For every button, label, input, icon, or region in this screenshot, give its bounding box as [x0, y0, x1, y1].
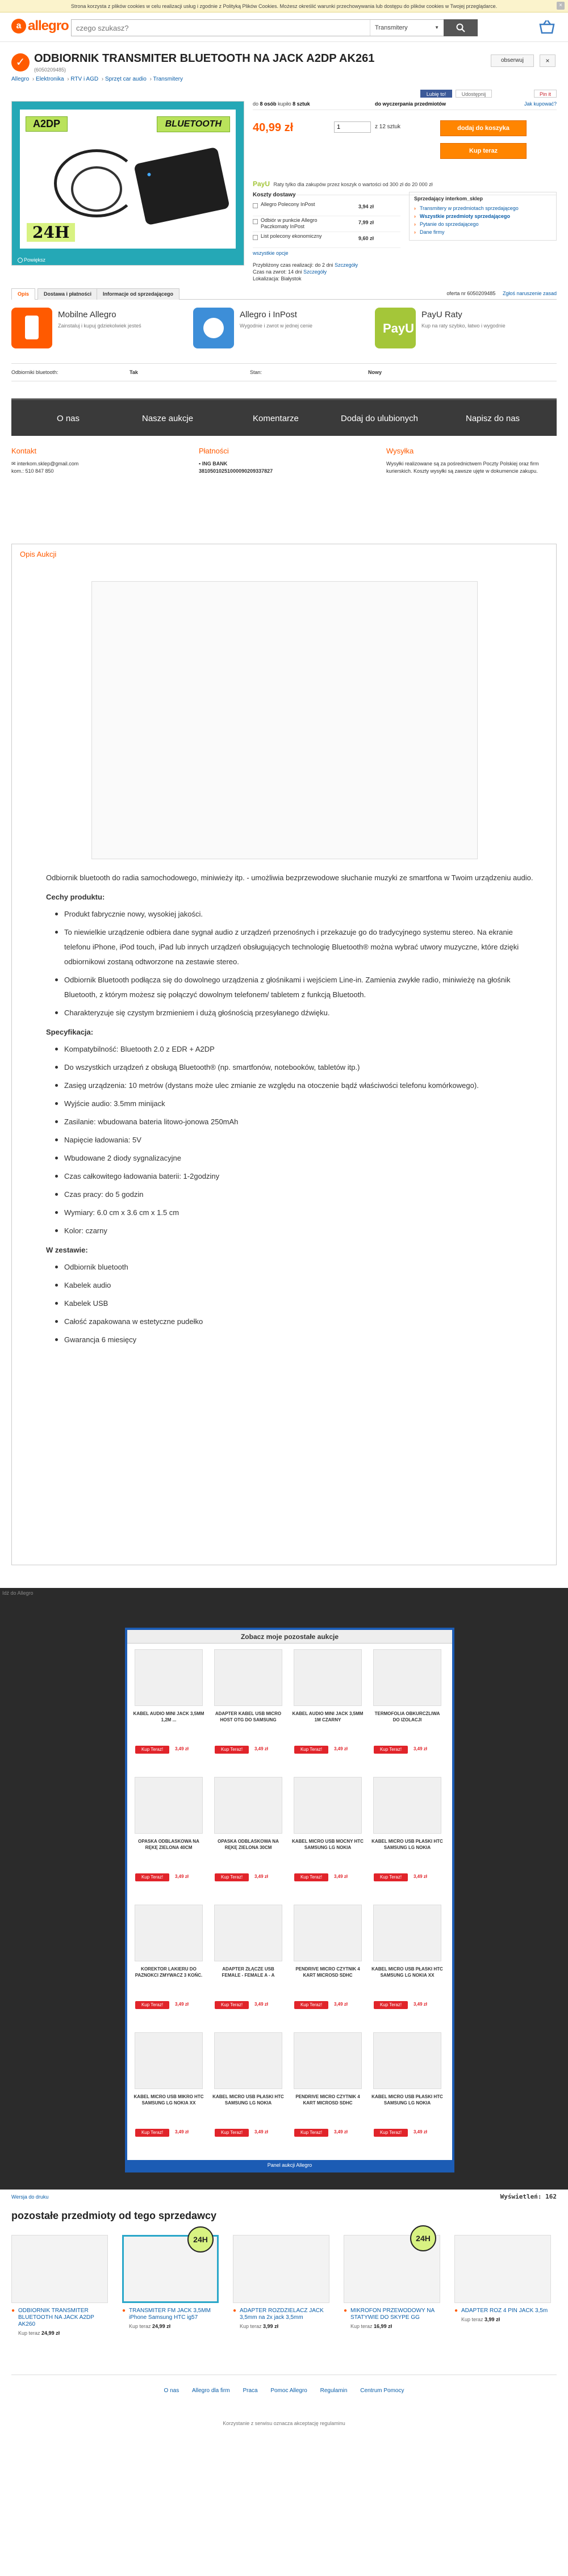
delivery-title: Koszty dostawy	[253, 192, 296, 198]
list-item: To niewielkie urządzenie odbiera dane sygnał audio z urządzeń przenośnych i przekazuje go do tradycyjnego systemu stereo. Na ekranie telefonu iPhone, iPod touch, iPad lub innych urządzeń obsługujących technologię Bluetooth® można wybrać utwory muzyczne, które dzięki odbiornikowi zostaną odtworzone na zestawie stereo.	[46, 925, 540, 969]
basket-button[interactable]	[537, 19, 557, 36]
buy-now-button[interactable]: Kup Teraz!	[294, 1746, 328, 1754]
auction-name[interactable]: KABEL MICRO USB PŁASKI HTC SAMSUNG LG NOKIA	[371, 1839, 443, 1850]
auction-price: 3,49 zł	[254, 2129, 269, 2134]
auction-price: 3,49 zł	[254, 2002, 269, 2007]
auction-thumbnail[interactable]	[373, 2032, 441, 2089]
auction-thumbnail[interactable]	[294, 2032, 362, 2089]
auction-name[interactable]: PENDRIVE MICRO CZYTNIK 4 KART MICROSD SDHC	[295, 1966, 360, 1978]
auction-name[interactable]: KABEL AUDIO MINI JACK 3,5MM 1,2M ...	[133, 1711, 204, 1722]
views-row	[11, 2190, 557, 2207]
price: 40,99 zł	[253, 121, 294, 134]
buy-now-button[interactable]: Kup Teraz!	[215, 1746, 249, 1754]
product-section	[11, 101, 557, 288]
param-value: Tak	[130, 369, 138, 375]
auction-name[interactable]: KABEL MICRO USB MOCNY HTC SAMSUNG LG NOKIA	[292, 1839, 364, 1850]
spec-list	[46, 1042, 540, 1238]
payu-info	[253, 178, 557, 190]
add-to-basket-button[interactable]: dodaj do koszyka	[440, 120, 527, 136]
auction-name[interactable]: ADAPTER ZŁĄCZE USB FEMALE - FEMALE A - A	[222, 1966, 275, 1978]
basket-icon	[538, 19, 556, 35]
description-intro: Odbiornik bluetooth do radia samochodowego, miniwieży itp. - umożliwia bezprzewodowe słuchanie muzyki ze smartfona w Twoim urządzeniu audio.	[46, 873, 533, 882]
list-item: Napięcie ładowania: 5V	[46, 1133, 540, 1148]
delivery-option[interactable]	[253, 216, 400, 232]
auction-thumbnail[interactable]	[294, 1905, 362, 1961]
share-row	[11, 86, 557, 101]
all-options-link[interactable]: wszystkie opcje	[253, 250, 289, 256]
buy-now-button[interactable]: Kup Teraz!	[374, 1746, 408, 1754]
auction-name[interactable]: OPASKA ODBLASKOWA NA RĘKĘ ZIELONA 40CM	[138, 1839, 199, 1850]
other-items-title: pozostałe przedmioty od tego sprzedawcy	[11, 2210, 217, 2221]
nav-item[interactable]: Dodaj do ulubionych	[341, 414, 418, 423]
item-price: 24,99 zł	[152, 2323, 171, 2329]
panel-title: Zobacz moje pozostałe aukcje	[127, 1630, 452, 1644]
seller-link[interactable]: Dane firmy	[420, 229, 445, 235]
payu-text: Raty tylko dla zakupów przez koszyk o wartości od 300 zł do 20 000 zł	[273, 182, 433, 187]
item-price: 3,99 zł	[485, 2317, 500, 2322]
tab-opis[interactable]: Opis	[11, 288, 35, 300]
zoom-label: Powiększ	[24, 257, 46, 263]
auction-item[interactable]	[291, 1777, 365, 1896]
auction-price: 3,49 zł	[334, 1874, 348, 1879]
zoom-link[interactable]	[18, 257, 45, 263]
auction-item[interactable]	[132, 2032, 206, 2151]
cable-image	[71, 166, 122, 212]
auction-price: 3,49 zł	[414, 1874, 428, 1879]
list-item: Czas całkowitego ładowania baterii: 1-2godziny	[46, 1169, 540, 1184]
logo-text: allegro	[28, 18, 69, 33]
bank-icon: ▪	[199, 461, 202, 467]
item-thumbnail[interactable]	[454, 2235, 551, 2303]
item-price-label: Kup teraz	[240, 2323, 262, 2329]
product-info	[253, 101, 557, 281]
item-name[interactable]: ● ODBIORNIK TRANSMITER BLUETOOTH NA JACK A2DP AK260	[11, 2308, 108, 2328]
auction-name[interactable]: KABEL MICRO USB PŁASKI HTC SAMSUNG LG NOKIA	[371, 2094, 443, 2106]
label-a2dp: A2DP	[26, 116, 68, 132]
promos	[11, 304, 557, 356]
seller-box	[409, 192, 557, 241]
description-body	[46, 871, 540, 1351]
item-name[interactable]: ● ADAPTER ROZDZIELACZ JACK 3,5mm na 2x jack 3,5mm	[233, 2308, 329, 2321]
logo-icon: a	[11, 19, 26, 33]
buy-now-button[interactable]: Kup Teraz!	[135, 2129, 169, 2137]
auction-thumbnail[interactable]	[135, 1777, 203, 1834]
description-image	[91, 581, 478, 859]
item-name[interactable]: ● ADAPTER ROZ 4 PIN JACK 3,5m	[454, 2308, 551, 2314]
item-price-label: Kup teraz	[129, 2323, 151, 2329]
nav-item[interactable]: O nas	[57, 414, 80, 423]
auction-thumbnail[interactable]	[214, 2032, 282, 2089]
promo-title: Mobilne Allegro	[58, 310, 116, 320]
footer	[11, 2375, 557, 2431]
contact-section	[11, 447, 557, 515]
promo-title: Allegro i InPost	[240, 310, 297, 320]
payu-icon	[375, 308, 416, 348]
list-item: Całość zapakowana w estetyczne pudełko	[46, 1314, 540, 1329]
other-item-card[interactable]	[11, 2235, 108, 2354]
seller-link[interactable]: Wszystkie przedmioty sprzedającego	[420, 213, 511, 219]
buy-now-button[interactable]: Kup Teraz!	[215, 2001, 249, 2009]
delivery-option[interactable]	[253, 200, 400, 216]
item-price: 3,99 zł	[263, 2323, 279, 2329]
delivery-name: Allegro Polecony InPost	[261, 201, 315, 207]
views-count: Wyświetleń: 162	[500, 2193, 557, 2200]
list-item: Kolor: czarny	[46, 1224, 540, 1238]
item-price-label: Kup teraz	[18, 2330, 40, 2336]
allegro-logo[interactable]	[11, 18, 69, 34]
param-label: Stan:	[250, 369, 262, 375]
buy-now-button[interactable]: Kup Teraz!	[374, 2129, 408, 2137]
promo-desc: Kup na raty szybko, łatwo i wygodnie	[421, 323, 506, 329]
auction-price: 3,49 zł	[334, 1746, 348, 1751]
auction-price: 3,49 zł	[334, 2002, 348, 2007]
auction-price: 3,49 zł	[254, 1874, 269, 1879]
item-price-label: Kup teraz	[350, 2323, 373, 2329]
details-link[interactable]: Szczegóły	[303, 269, 327, 275]
header	[0, 12, 568, 42]
auction-thumbnail[interactable]	[373, 1777, 441, 1834]
auction-price: 3,49 zł	[254, 1746, 269, 1751]
magnifier-icon	[18, 258, 23, 263]
bank-account: 38105010251000090209337827	[199, 468, 273, 474]
availability	[375, 101, 446, 107]
pinterest-button[interactable]: Pin it	[534, 90, 557, 98]
spec-title: Specyfikacja:	[46, 1028, 94, 1036]
list-item: Zasilanie: wbudowana bateria litowo-jonowa 250mAh	[46, 1115, 540, 1129]
search-bar	[71, 19, 477, 36]
item-price: 24,99 zł	[41, 2330, 60, 2336]
auction-item[interactable]	[370, 1649, 444, 1768]
contact-column	[11, 447, 182, 475]
breadcrumb-item[interactable]: Allegro	[11, 76, 30, 82]
promo-inpost[interactable]	[193, 304, 329, 352]
item-thumbnail[interactable]	[122, 2235, 219, 2303]
breadcrumb: Allegro › Elektronika › RTV i AGD › Sprzęt car audio › Transmitery	[11, 76, 183, 82]
breadcrumb-item[interactable]: Elektronika	[36, 76, 64, 82]
list-item: Gwarancja 6 miesięcy	[46, 1333, 540, 1347]
buy-now-button[interactable]: Kup Teraz!	[294, 2001, 328, 2009]
auction-name[interactable]: KABEL MICRO USB PŁASKI HTC SAMSUNG LG NOKIA XX	[371, 1966, 443, 1978]
auction-price: 3,49 zł	[414, 2002, 428, 2007]
share-button[interactable]: Udostępnij	[456, 90, 492, 98]
seller-link[interactable]: Pytanie do sprzedającego	[420, 221, 479, 227]
buy-now-button[interactable]: Kup Teraz!	[374, 2001, 408, 2009]
quantity-input[interactable]	[334, 121, 371, 133]
auction-price: 3,49 zł	[175, 2129, 189, 2134]
item-price-label: Kup teraz	[461, 2317, 483, 2322]
panel-footer: Panel aukcji Allegro	[127, 2160, 452, 2170]
help-link[interactable]: Jak kupować?	[524, 101, 557, 107]
cookie-close-icon[interactable]: ×	[557, 2, 565, 10]
other-item-card[interactable]	[122, 2235, 219, 2354]
list-item: Kabelek USB	[46, 1296, 540, 1311]
return-time: Czas na zwrot: 14 dni	[253, 269, 302, 275]
other-item-card[interactable]	[454, 2235, 551, 2354]
other-items	[11, 2210, 557, 2363]
search-icon	[456, 23, 465, 32]
features-title: Cechy produktu:	[46, 893, 105, 901]
auction-thumbnail[interactable]	[135, 1649, 203, 1706]
payment-column	[199, 447, 369, 475]
contact-phone: kom.: 510 847 850	[11, 468, 54, 474]
promo-desc: Zainstaluj i kupuj gdziekolwiek jesteś	[58, 323, 141, 329]
auction-item[interactable]	[370, 2032, 444, 2151]
list-item: Charakteryzuje się czystym brzmieniem i dużą głośnością przesyłanego dźwięku.	[46, 1006, 540, 1020]
cookie-text: Strona korzysta z plików cookies w celu realizacji usług i zgodnie z Polityką Plików Cookies. Możesz określić warunki przechowywania lub dostępu do plików cookies w Twojej przeglądarce.	[70, 3, 498, 9]
auction-item[interactable]	[291, 1649, 365, 1768]
item-price-row	[233, 2323, 329, 2329]
contact-email: interkom.sklep@gmail.com	[17, 461, 79, 467]
tab-informacje[interactable]: Informacje od sprzedającego	[97, 288, 179, 300]
seller-link[interactable]: Transmitery w przedmiotach sprzedającego	[420, 205, 519, 211]
buy-now-button[interactable]: Kup Teraz!	[215, 2129, 249, 2137]
auction-item[interactable]	[132, 1649, 206, 1768]
details-link[interactable]: Szczegóły	[335, 262, 358, 268]
buy-box	[253, 110, 557, 195]
checkbox[interactable]	[253, 219, 258, 224]
delivery-option[interactable]	[253, 232, 400, 248]
title-bar	[11, 51, 557, 76]
quantity-available: z 12 sztuk	[375, 124, 401, 130]
buy-now-button[interactable]: Kup Teraz!	[135, 2001, 169, 2009]
search-input[interactable]	[72, 20, 367, 36]
auction-price: 3,49 zł	[175, 1874, 189, 1879]
item-price-row	[344, 2323, 440, 2329]
facebook-like-button[interactable]: Lubię to!	[420, 90, 452, 98]
promo-payu[interactable]	[375, 304, 511, 352]
set-list	[46, 1260, 540, 1347]
product-gallery[interactable]	[11, 101, 244, 266]
payu-logo: PayU	[253, 180, 270, 188]
footer-link[interactable]: Praca	[243, 2388, 258, 2394]
delivery-price: 9,60 zł	[358, 236, 374, 241]
auction-thumbnail[interactable]	[294, 1649, 362, 1706]
tab-dostawa[interactable]: Dostawa i płatności	[37, 288, 98, 300]
auction-thumbnail[interactable]	[214, 1649, 282, 1706]
item-thumbnail[interactable]	[344, 2235, 440, 2303]
promo-desc: Wygodnie i zwrot w jednej cenie	[240, 323, 312, 329]
buy-now-button[interactable]: Kup Teraz!	[294, 2129, 328, 2137]
item-price-row	[122, 2323, 219, 2329]
list-item: Czas pracy: do 5 godzin	[46, 1187, 540, 1202]
offer-info	[446, 291, 557, 296]
shipping-text: Wysyłki realizowane są za pośrednictwem Poczty Polskiej oraz firm kurierskich. Koszty wysyłki są zawsze ujęte w dokumencie zakupu.	[386, 461, 539, 474]
auction-item[interactable]	[132, 1777, 206, 1896]
seller-auctions-area	[0, 1588, 568, 2190]
auction-name[interactable]: OPASKA ODBLASKOWA NA RĘKĘ ZIELONA 30CM	[218, 1839, 279, 1850]
auction-thumbnail[interactable]	[135, 2032, 203, 2089]
auction-item[interactable]	[211, 2032, 285, 2151]
nav-item[interactable]: Nasze aukcje	[142, 414, 194, 423]
delivery-name: List polecony ekonomiczny	[261, 233, 322, 239]
breadcrumb-item[interactable]: Transmitery	[153, 76, 183, 82]
page-title: ODBIORNIK TRANSMITER BLUETOOTH NA JACK A2DP AK261	[34, 52, 375, 65]
mobile-app-icon	[11, 308, 52, 348]
auction-item[interactable]	[211, 1649, 285, 1768]
item-thumbnail[interactable]	[233, 2235, 329, 2303]
location: Lokalizacja: Białystok	[253, 276, 302, 281]
badge-24h: 24H	[187, 2226, 214, 2253]
buy-now-button[interactable]: Kup teraz	[440, 143, 527, 159]
check-icon: ✓	[11, 53, 30, 72]
offer-id: (6050209485)	[34, 67, 66, 73]
auctions-panel	[125, 1628, 454, 2172]
shipping-column	[386, 447, 557, 475]
mail-icon: ✉	[11, 461, 18, 467]
cookie-bar	[0, 0, 568, 12]
delivery-price: 7,99 zł	[358, 220, 374, 225]
auction-item[interactable]	[370, 1905, 444, 2024]
footer-link[interactable]: Centrum Pomocy	[360, 2388, 404, 2394]
buyers-count: 8 osób	[260, 101, 277, 107]
checkbox[interactable]	[253, 203, 258, 208]
badge-24h: 24H	[410, 2225, 436, 2251]
set-title: W zestawie:	[46, 1246, 88, 1254]
param-value: Nowy	[368, 369, 382, 375]
observe-button[interactable]: obserwuj	[491, 54, 534, 67]
auction-name[interactable]: KABEL MICRO USB MIKRO HTC SAMSUNG LG NOKIA XX	[133, 2094, 204, 2106]
param-label: Odbiorniki bluetooth:	[11, 369, 59, 375]
delivery-time: Przybliżony czas realizacji: do 2 dni	[253, 262, 333, 268]
list-item: Wyjście audio: 3.5mm minijack	[46, 1096, 540, 1111]
auction-item[interactable]	[291, 1905, 365, 2024]
list-item: Wymiary: 6.0 cm x 3.6 cm x 1.5 cm	[46, 1205, 540, 1220]
auction-name[interactable]: KABEL MICRO USB PŁASKI HTC SAMSUNG LG NOKIA	[212, 2094, 284, 2106]
footer-link[interactable]: O nas	[164, 2388, 179, 2394]
auction-thumbnail[interactable]	[373, 1905, 441, 1961]
item-price: 16,99 zł	[374, 2323, 392, 2329]
auction-price: 3,49 zł	[414, 2129, 428, 2134]
delivery-costs	[253, 192, 400, 282]
inpost-icon	[193, 308, 234, 348]
delivery-name: Odbiór w punkcie Allegro Paczkomaty InPost	[261, 217, 318, 229]
product-photo	[20, 110, 236, 249]
allegro-link[interactable]: Idź do Allegro	[2, 1590, 34, 1596]
bank-name: ING BANK	[202, 461, 228, 467]
item-price-row	[11, 2330, 108, 2336]
chevron-down-icon: ▼	[435, 25, 439, 30]
payment-title: Płatności	[199, 447, 229, 455]
auction-item[interactable]	[370, 1777, 444, 1896]
buy-now-button[interactable]: Kup Teraz!	[135, 1746, 169, 1754]
footer-link[interactable]: Regulamin	[320, 2388, 348, 2394]
description	[11, 544, 557, 1565]
contact-title: Kontakt	[11, 447, 37, 455]
auction-name[interactable]: PENDRIVE MICRO CZYTNIK 4 KART MICROSD SDHC	[295, 2094, 360, 2106]
auction-price: 3,49 zł	[175, 2002, 189, 2007]
parameters	[11, 363, 557, 381]
auction-price: 3,49 zł	[175, 1746, 189, 1751]
item-price-row	[454, 2317, 551, 2322]
delivery-price: 3,94 zł	[358, 204, 374, 209]
device-image	[133, 147, 230, 226]
label-bluetooth: BLUETOOTH	[157, 116, 230, 132]
seller-title: Sprzedający interkom_sklep	[414, 196, 483, 201]
list-item: Odbiornik bluetooth	[46, 1260, 540, 1275]
list-item: Odbiornik Bluetooth podłącza się do dowolnego urządzenia z głośnikami i wejściem Line-in. Zamienia zwykłe radio, miniwieżę na głośnik Bluetooth, z którym możesz się połączyć dowolnym telefonem/ tabletem z funkcją Bluetooth.	[46, 973, 540, 1002]
sold-info	[253, 101, 557, 110]
label-24h: 24H	[27, 223, 75, 242]
nav-item[interactable]: Komentarze	[253, 414, 299, 423]
footer-link[interactable]: Pomoc Allegro	[270, 2388, 307, 2394]
buy-now-button[interactable]: Kup Teraz!	[215, 1873, 249, 1881]
close-icon[interactable]: ×	[540, 54, 556, 67]
availability-text: do wyczerpania przedmiotów	[375, 101, 446, 107]
checkbox[interactable]	[253, 235, 258, 240]
list-item: Kompatybilność: Bluetooth 2.0 z EDR + A2DP	[46, 1042, 540, 1057]
auction-name[interactable]: KOREKTOR LAKIERU DO PAZNOKCI ZMYWACZ 3 KOŃC.	[135, 1966, 203, 1978]
auction-thumbnail[interactable]	[373, 1649, 441, 1706]
promo-mobile[interactable]	[11, 304, 148, 352]
list-item: Zasięg urządzenia: 10 metrów (dystans może ulec zmianie ze względu na otoczenie bądź właściwości telefonu komórkowego).	[46, 1078, 540, 1093]
auction-item[interactable]	[211, 1905, 285, 2024]
auction-price: 3,49 zł	[414, 1746, 428, 1751]
category-value: Transmitery	[375, 24, 408, 31]
items-count: 8 sztuk	[293, 101, 310, 107]
print-link[interactable]: Wersja do druku	[11, 2194, 49, 2200]
auction-name[interactable]: TERMOFOLIA OBKURCZLIWA DO IZOLACJI	[374, 1711, 440, 1722]
item-name[interactable]: ● MIKROFON PRZEWODOWY NA STATYWIE DO SKYPE GG	[344, 2308, 440, 2321]
offer-number: oferta nr 6050209485	[446, 291, 496, 296]
auction-name[interactable]: ADAPTER KABEL USB MICRO HOST OTG DO SAMSUNG	[215, 1711, 282, 1722]
led-icon	[147, 173, 151, 177]
auction-price: 3,49 zł	[334, 2129, 348, 2134]
auction-thumbnail[interactable]	[214, 1777, 282, 1834]
auction-thumbnail[interactable]	[135, 1905, 203, 1961]
shipping-title: Wysyłka	[386, 447, 414, 455]
item-name[interactable]: ● TRANSMITER FM JACK 3,5MM iPhone Samsung HTC ig57	[122, 2308, 219, 2321]
description-title: Opis Aukcji	[20, 550, 57, 558]
features-list	[46, 907, 540, 1020]
other-item-card[interactable]	[233, 2235, 329, 2354]
sold-mid: kupiło	[278, 101, 291, 107]
list-item: Kabelek audio	[46, 1278, 540, 1293]
item-thumbnail[interactable]	[11, 2235, 108, 2303]
category-select[interactable]	[370, 20, 444, 36]
breadcrumb-item[interactable]: Sprzęt car audio	[105, 76, 147, 82]
buy-now-button[interactable]: Kup Teraz!	[374, 1873, 408, 1881]
buy-now-button[interactable]: Kup Teraz!	[294, 1873, 328, 1881]
svg-text:PayU: PayU	[383, 321, 415, 335]
auction-item[interactable]	[291, 2032, 365, 2151]
search-button[interactable]	[444, 19, 478, 36]
auction-name[interactable]: KABEL AUDIO MINI JACK 3,5MM 1M CZARNY	[292, 1711, 364, 1722]
list-item: Produkt fabrycznie nowy, wysokiej jakości.	[46, 907, 540, 922]
nav-item[interactable]: Napisz do nas	[466, 414, 520, 423]
list-item: Do wszystkich urządzeń z obsługą Bluetooth® (np. smartfonów, notebooków, tabletów itp.)	[46, 1060, 540, 1075]
buy-now-button[interactable]: Kup Teraz!	[135, 1873, 169, 1881]
promo-title: PayU Raty	[421, 310, 462, 320]
seller-nav	[11, 398, 557, 436]
footer-links	[11, 2388, 557, 2394]
other-item-card[interactable]	[344, 2235, 440, 2354]
footer-link[interactable]: Allegro dla firm	[191, 2388, 230, 2394]
auction-item[interactable]	[132, 1905, 206, 2024]
auction-item[interactable]	[211, 1777, 285, 1896]
tabs	[11, 288, 557, 300]
list-item: Wbudowane 2 diody sygnalizacyjne	[46, 1151, 540, 1166]
breadcrumb-item[interactable]: RTV i AGD	[70, 76, 99, 82]
sold-prefix: do	[253, 101, 259, 107]
report-link[interactable]: Zgłoś naruszenie zasad	[502, 291, 557, 296]
auction-thumbnail[interactable]	[214, 1905, 282, 1961]
footer-copy: Korzystanie z serwisu oznacza akceptację regulaminu	[223, 2420, 345, 2426]
auction-thumbnail[interactable]	[294, 1777, 362, 1834]
